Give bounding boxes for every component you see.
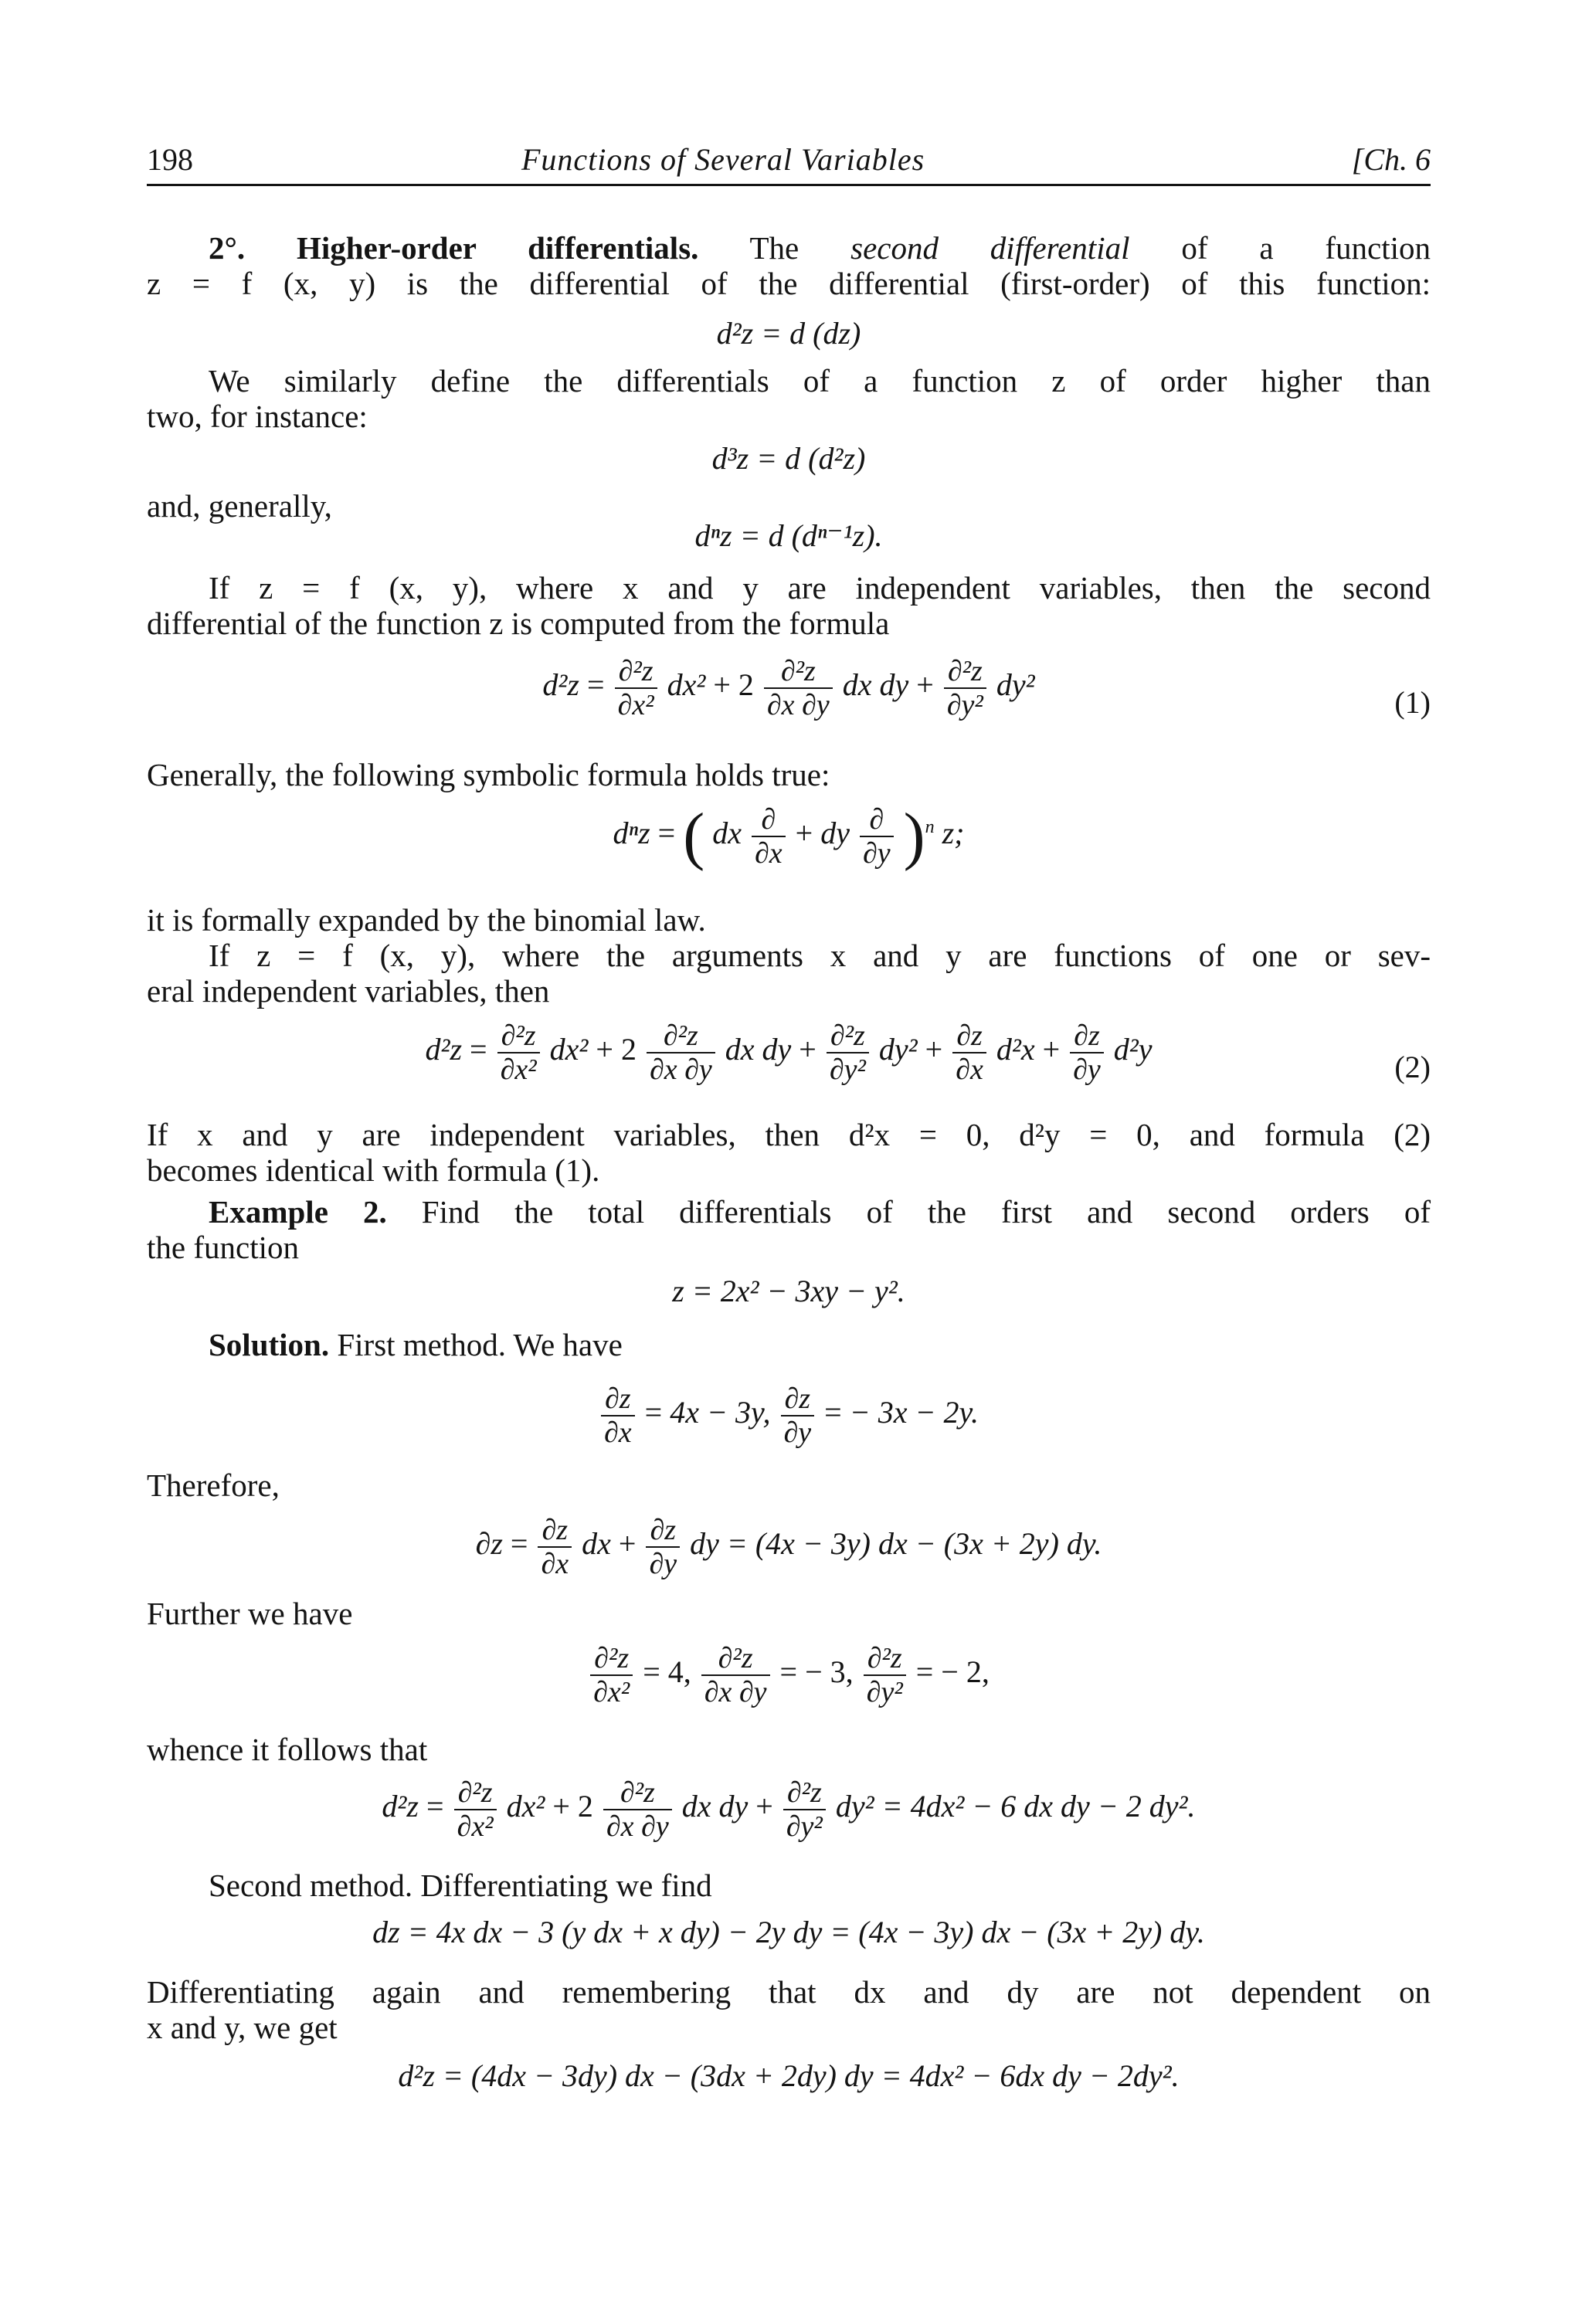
numerator: ∂z (952, 1020, 986, 1053)
math-z: z; (942, 816, 965, 851)
fraction (646, 1514, 680, 1580)
denominator: ∂x² (457, 1810, 494, 1843)
math-plus: + (618, 1526, 637, 1562)
denominator: ∂x (754, 837, 783, 870)
fraction (601, 1383, 635, 1449)
formula-d3z: d³z = d (d²z) (711, 441, 866, 476)
math-dx2: dx² (506, 1789, 545, 1824)
math-dx: dx (712, 816, 742, 851)
math-plus: + (755, 1789, 773, 1824)
numerator: ∂²z (615, 655, 657, 689)
math-plus: + (596, 1032, 613, 1067)
math-d2z: d²z (382, 1789, 419, 1824)
numerator: ∂²z (827, 1020, 869, 1053)
paragraph-line: Second method. Differentiating we find (209, 1868, 712, 1903)
math-eq: = (586, 667, 605, 703)
math-plus: + (795, 816, 813, 851)
paragraph-line: Therefore, (147, 1467, 280, 1503)
math-plus: + (916, 667, 934, 703)
math-dy2: dy² (996, 667, 1035, 703)
math-plus: + (713, 667, 731, 703)
running-title: Functions of Several Variables (521, 142, 925, 177)
math-plus: + (1042, 1032, 1061, 1067)
paragraph-line: eral independent variables, then (147, 973, 550, 1009)
denominator: ∂y² (786, 1810, 823, 1843)
term-second-differential: second differential (850, 230, 1130, 266)
numerator: ∂²z (603, 1776, 672, 1810)
math-plus: + (552, 1789, 570, 1824)
math-dxdy: dx dy (725, 1032, 792, 1067)
paragraph-line: Differentiating again and remembering that dx and dy are not dependent on (147, 1974, 1431, 2010)
math-dz: ∂z (475, 1526, 503, 1562)
numerator: ∂²z (590, 1642, 633, 1676)
formula-2 (147, 1020, 1431, 1086)
math-d2y: d²y (1113, 1032, 1153, 1067)
text: The (749, 230, 799, 266)
paragraph-line: differential of the function z is computed from the formula (147, 606, 890, 641)
formula-total-differential (147, 1514, 1431, 1580)
math-d2z: d²z (542, 667, 579, 703)
fraction (647, 1020, 715, 1086)
math-eq: = (426, 1789, 444, 1824)
formula-second-partials (147, 1642, 1431, 1708)
denominator: ∂y (1073, 1053, 1101, 1086)
math-dxdy: dx dy (842, 667, 909, 703)
exponent-n: n (925, 816, 935, 837)
text: of a function (1181, 230, 1431, 266)
denominator: ∂x² (593, 1676, 630, 1708)
math-rhs: dy = (4x − 3y) dx − (3x + 2y) dy. (690, 1526, 1102, 1562)
formula-dnz: dⁿz = d (dⁿ⁻¹z). (694, 518, 883, 553)
formula-partials (147, 1383, 1431, 1449)
chapter-label: [Ch. 6 (1351, 142, 1431, 177)
fraction (454, 1776, 497, 1843)
equation-number-2: (2) (1394, 1050, 1431, 1084)
numerator: ∂²z (864, 1642, 906, 1676)
solution-line (209, 1327, 1431, 1362)
math-eq: = (657, 816, 676, 851)
fraction (615, 655, 657, 721)
denominator: ∂x² (500, 1053, 537, 1086)
numerator: ∂z (601, 1383, 635, 1416)
denominator: ∂x ∂y (606, 1810, 669, 1843)
equation-number-1: (1) (1394, 685, 1431, 720)
numerator: ∂²z (497, 1020, 540, 1053)
math-dy2: dy² (878, 1032, 918, 1067)
paragraph-line: If z = f (x, y), where x and y are independent variables, then the second (209, 570, 1431, 606)
math-two: 2 (577, 1789, 593, 1824)
paragraph-line: We similarly define the differentials of a function z of order higher than (209, 363, 1431, 399)
math-dx: dx (582, 1526, 611, 1562)
left-paren: ( (683, 800, 705, 872)
fraction (538, 1514, 572, 1580)
math-plus: + (925, 1032, 943, 1067)
section-heading: Higher-order differentials. (297, 230, 699, 266)
math-two: 2 (620, 1032, 637, 1067)
example-line (209, 1194, 1431, 1230)
fraction (781, 1383, 815, 1449)
text: Find the total differentials of the first and second orders of (421, 1194, 1431, 1230)
paragraph-line: it is formally expanded by the binomial law. (147, 902, 706, 938)
numerator: ∂²z (783, 1776, 826, 1810)
paragraph-line: Further we have (147, 1596, 353, 1631)
page-number: 198 (147, 142, 193, 177)
math-eq: = (915, 1654, 934, 1690)
fraction (944, 655, 986, 721)
numerator: ∂²z (944, 655, 986, 689)
fraction (860, 803, 894, 870)
math-plus: + (799, 1032, 816, 1067)
paragraph-line: z = f (x, y) is the differential of the differential (first-order) of this function: (147, 266, 1431, 301)
math-rhs: 4x − 3y, (670, 1395, 771, 1430)
denominator: ∂x (603, 1416, 632, 1449)
math-two: 2 (738, 667, 754, 703)
formula-dz-direct: dz = 4x dx − 3 (y dx + x dy) − 2y dy = (4x − 3y) dx − (3x + 2y) dy. (372, 1915, 1205, 1949)
paragraph-line: becomes identical with formula (1). (147, 1152, 600, 1188)
fraction (1070, 1020, 1104, 1086)
fraction (864, 1642, 906, 1708)
fraction (590, 1642, 633, 1708)
solution-label: Solution. (209, 1327, 330, 1362)
math-value: − 3, (805, 1654, 854, 1690)
math-eq: = (644, 1395, 663, 1430)
numerator: ∂²z (701, 1642, 770, 1676)
right-paren: ) (903, 800, 925, 872)
math-d2x: d²x (996, 1032, 1035, 1067)
formula-final: d²z = (4dx − 3dy) dx − (3dx + 2dy) dy = 4dx² − 6dx dy − 2dy². (398, 2058, 1180, 2093)
denominator: ∂y² (866, 1676, 903, 1708)
denominator: ∂y² (946, 689, 983, 721)
section-heading-line (209, 230, 1431, 266)
formula-z: z = 2x² − 3xy − y². (672, 1274, 905, 1308)
math-value: 4, (667, 1654, 691, 1690)
denominator: ∂y² (829, 1053, 866, 1086)
numerator: ∂²z (454, 1776, 497, 1810)
math-rhs: dy² = 4dx² − 6 dx dy − 2 dy². (835, 1789, 1196, 1824)
denominator: ∂x (541, 1548, 569, 1580)
math-value: − 2, (941, 1654, 990, 1690)
formula-1 (147, 655, 1431, 721)
formula-symbolic (147, 800, 1431, 872)
fraction (783, 1776, 826, 1843)
denominator: ∂y (862, 837, 891, 870)
paragraph-line: whence it follows that (147, 1732, 428, 1767)
paragraph-line: If z = f (x, y), where the arguments x and y are functions of one or sev- (209, 938, 1431, 973)
denominator: ∂x ∂y (766, 689, 830, 721)
math-eq: = (643, 1654, 660, 1690)
paragraph-line: two, for instance: (147, 399, 368, 434)
math-dxdy: dx dy (681, 1789, 749, 1824)
fraction (701, 1642, 770, 1708)
math-dx2: dx² (667, 667, 706, 703)
paragraph-line: If x and y are independent variables, then d²x = 0, d²y = 0, and formula (2) (147, 1117, 1431, 1152)
numerator: ∂ (860, 803, 894, 837)
denominator: ∂x² (617, 689, 654, 721)
math-eq: = (779, 1654, 798, 1690)
numerator: ∂z (781, 1383, 815, 1416)
text: First method. We have (337, 1327, 623, 1362)
formula-second-differential (147, 1776, 1431, 1843)
fraction (752, 803, 786, 870)
fraction (764, 655, 833, 721)
formula-d2z: d²z = d (dz) (716, 316, 861, 351)
fraction (497, 1020, 540, 1086)
paragraph-line: x and y, we get (147, 2010, 338, 2045)
section-number: 2°. (209, 230, 246, 266)
math-dy: dy (820, 816, 850, 851)
running-header (147, 137, 1431, 186)
math-d2z: d²z (425, 1032, 463, 1067)
math-dnz: dⁿz (613, 816, 650, 851)
denominator: ∂x (956, 1053, 983, 1086)
paragraph-line: the function (147, 1230, 299, 1265)
fraction (827, 1020, 869, 1086)
numerator: ∂z (646, 1514, 680, 1548)
math-dx2: dx² (549, 1032, 589, 1067)
paragraph-line: Generally, the following symbolic formula holds true: (147, 757, 830, 792)
math-rhs: − 3x − 2y. (849, 1395, 979, 1430)
numerator: ∂z (538, 1514, 572, 1548)
denominator: ∂y (783, 1416, 812, 1449)
denominator: ∂x ∂y (704, 1676, 767, 1708)
example-label: Example 2. (209, 1194, 387, 1230)
numerator: ∂²z (764, 655, 833, 689)
numerator: ∂z (1070, 1020, 1104, 1053)
math-eq: = (510, 1526, 528, 1562)
denominator: ∂y (649, 1548, 677, 1580)
paragraph-line: and, generally, (147, 488, 332, 524)
denominator: ∂x ∂y (649, 1053, 712, 1086)
math-eq: = (470, 1032, 487, 1067)
numerator: ∂²z (647, 1020, 715, 1053)
fraction (952, 1020, 986, 1086)
math-eq: = (824, 1395, 842, 1430)
fraction (603, 1776, 672, 1843)
numerator: ∂ (752, 803, 786, 837)
